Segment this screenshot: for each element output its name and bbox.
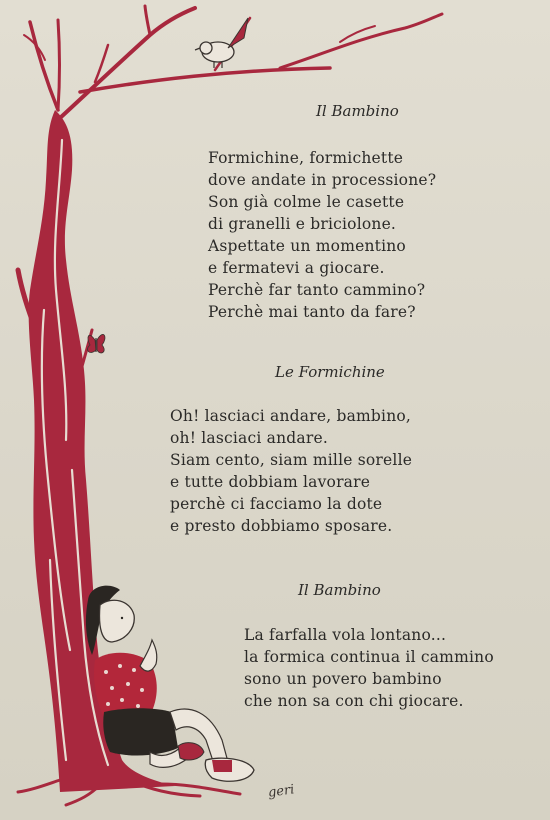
verse-line: e presto dobbiamo sposare.	[170, 517, 393, 535]
child-figure	[86, 586, 254, 782]
verse-line: Perchè far tanto cammino?	[208, 281, 426, 299]
section-1-heading: Il Bambino	[316, 102, 399, 120]
verse-line: Aspettate un momentino	[208, 237, 406, 255]
bird-icon	[195, 18, 248, 68]
verse-line: oh! lasciaci andare.	[170, 429, 328, 447]
section-3-stanza	[244, 624, 494, 712]
verse-line: sono un povero bambino	[244, 670, 442, 688]
section-3-heading: Il Bambino	[298, 581, 381, 599]
artist-signature: geri	[267, 782, 296, 801]
verse-line: Siam cento, siam mille sorelle	[170, 451, 413, 469]
section-2-stanza	[170, 405, 412, 537]
verse-line: che non sa con chi giocare.	[244, 692, 464, 710]
verse-line: Son già colme le casette	[208, 193, 405, 211]
verse-line: e tutte dobbiam lavorare	[170, 473, 371, 491]
verse-line: La farfalla vola lontano...	[244, 626, 447, 644]
verse-line: di granelli e briciolone.	[208, 215, 397, 233]
verse-line: dove andate in processione?	[208, 171, 437, 189]
verse-line: perchè ci facciamo la dote	[170, 495, 383, 513]
verse-line: e fermatevi a giocare.	[208, 259, 385, 277]
verse-line: Formichine, formichette	[208, 149, 404, 167]
butterfly-icon	[88, 334, 105, 353]
verse-line: Perchè mai tanto da fare?	[208, 303, 416, 321]
verse-line: la formica continua il cammino	[244, 648, 494, 666]
section-2-heading: Le Formichine	[275, 363, 385, 381]
verse-line: Oh! lasciaci andare, bambino,	[170, 407, 412, 425]
section-1-stanza	[208, 147, 436, 323]
